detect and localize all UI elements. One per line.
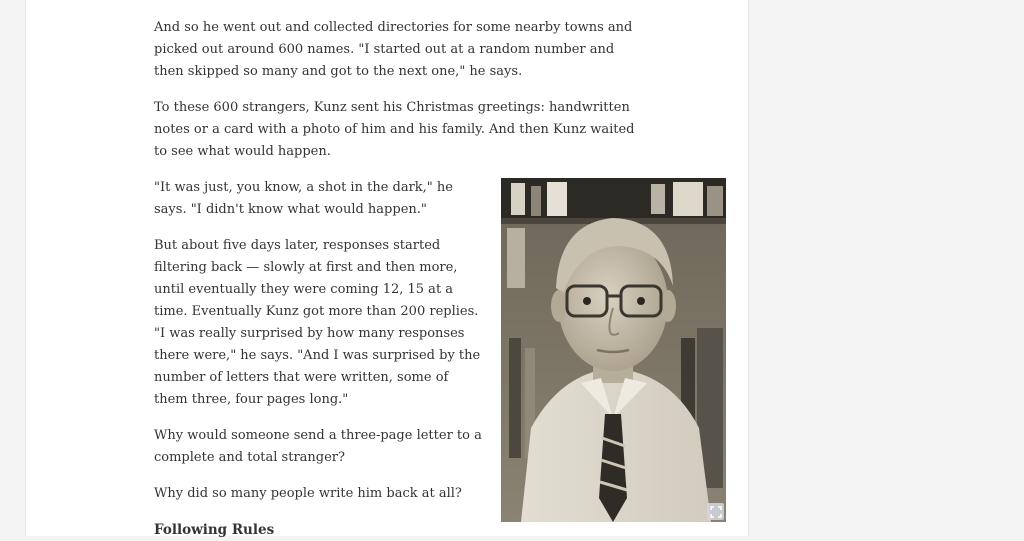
article-page bbox=[25, 0, 749, 536]
paragraph: But about five days later, responses started filtering back — slowly at first and then more, until eventually they were coming 12, 15 at a time. Eventually Kunz got more than 200 replies. "I was really surprised by how many responses there were," he says. "And I was surprised by the number of letters that were written, some of them three, four pages long." bbox=[154, 238, 481, 407]
paragraph: "It was just, you know, a shot in the dark," he says. "I didn't know what would happen." bbox=[154, 180, 453, 217]
paragraph: To these 600 strangers, Kunz sent his Christmas greetings: handwritten notes or a card with a photo of him and his family. And then Kunz waited to see what would happen. bbox=[154, 100, 635, 159]
portrait-photo bbox=[501, 178, 726, 522]
paragraph: Why would someone send a three-page letter to a complete and total stranger? bbox=[154, 428, 482, 465]
article-photo[interactable] bbox=[501, 178, 726, 522]
expand-icon bbox=[710, 506, 722, 518]
paragraph: And so he went out and collected directories for some nearby towns and picked out around 600 names. "I started out at a random number and then skipped so many and got to the next one," he says. bbox=[154, 20, 633, 79]
expand-image-button[interactable] bbox=[707, 503, 724, 520]
paragraph: Why did so many people write him back at all? bbox=[154, 486, 462, 501]
section-heading: Following Rules bbox=[154, 522, 275, 538]
wrapped-text-column bbox=[154, 177, 484, 541]
